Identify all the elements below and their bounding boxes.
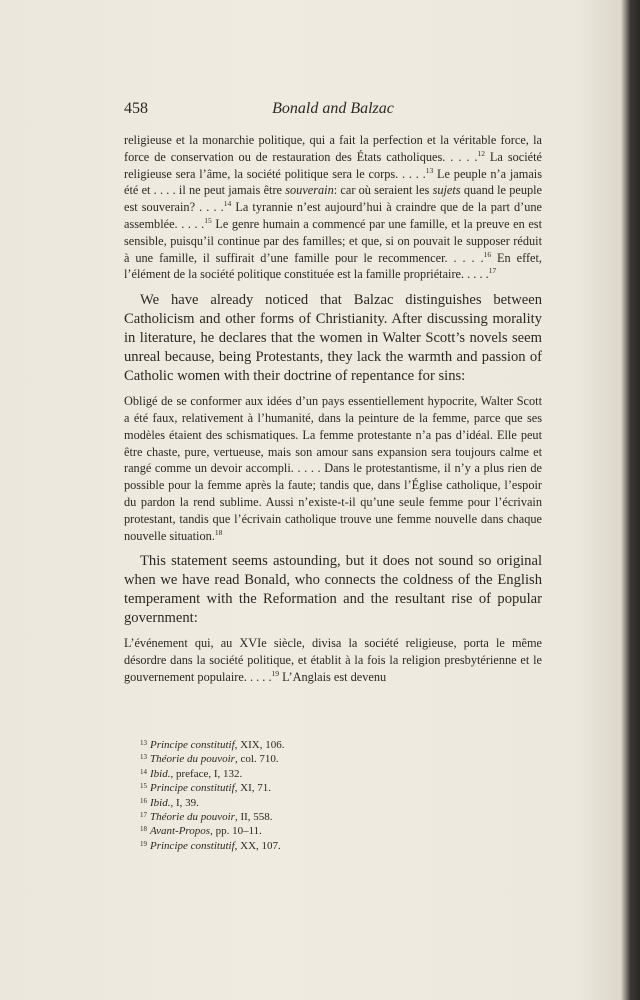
quote-balzac: Obligé de se conformer aux idées d’un pays essentiellement hypocrite, Walter Scott a été faux, relativement à l’humanité, dans la peinture de la femme, parce que ses modèles étaient des schismatiques. La femme protestante n’a pas d’idéal. Elle peut être chaste, pure, vertueuse, mais son amour sans expansion sera toujours calme et rangé comme un devoir accompli. . . . . Dans le protestantisme, il n’y a plus rien de possible pour la femme après la faute; tandis que, dans l’Église catholique, l’espoir du pardon la rend sublime. Aussi n’existe-t-il qu’une seule femme pour l’écrivain protestant, tandis que l’écrivain catholique trouve une femme nouvelle dans chaque nouvelle situation.$^{18}$ [124, 394, 542, 543]
footnote: $^{14}$ Ibid., preface, I, 132. [140, 767, 243, 780]
quote-bonald-2: L’événement qui, au XVIe siècle, divisa la société religieuse, porta le même désordre dans la société politique, et établit à la fois la religion presbytérienne et le gouvernement populaire. . . . .$^{19}$ L’Anglais est devenu [124, 636, 542, 684]
footnote-ref-15: 15 [204, 215, 212, 225]
footnote-ref-12: 12 [477, 148, 485, 158]
footnote: $^{13}$ Principe constitutif, XIX, 106. [140, 739, 285, 751]
footnote: $^{16}$ Ibid., I, 39. [140, 796, 199, 809]
page-body [124, 132, 542, 686]
body-paragraph-1: We have already noticed that Balzac distinguishes between Catholicism and other forms of Christianity. After discussing morality in literature, he declares that the women in Walter Scott’s novels seem unreal because, being Protestants, they lack the warmth and passion of Catholic women with their doctrine of repentance for sins: [124, 292, 542, 385]
footnote-ref-16: 16 [483, 249, 492, 259]
quote-bonald-1: religieuse et la monarchie politique, qui a fait la perfection et la véritable force, la force de conservation ou de restauration des États catholiques. . . . .$^{12}$ La société religieuse sera l’âme, la société politique sera le corps. . . . .$^{13}$ Le peuple n’a jamais été et . . . . il ne peut jamais être souverain: car où seraient les sujets quand le peuple est souverain? . . . .$^{14}$ La tyrannie n’est aujourd’hui à craindre que de la part d’une assemblée. . . . .$^{15}$ Le genre humain a commencé par une famille, et la preuve en est sensible, puisqu’il continue par des familles; et que, si on pouvait le supposer réduit à une famille, il suffirait d’une famille pour le recommencer. . . . .$^{16}$ En effet, l’élément de la société politique constituée est la famille propriétaire. . . . .$^{17}$ [124, 133, 543, 282]
footnote: $^{15}$ Principe constitutif, XI, 71. [140, 782, 271, 795]
footnote-ref-17: 17 [488, 266, 497, 276]
footnote: $^{19}$ Principe constitutif, XX, 107. [140, 839, 281, 852]
running-title: Bonald and Balzac [272, 100, 394, 117]
footnote: $^{17}$ Théorie du pouvoir, II, 558. [140, 811, 273, 824]
body-paragraph-2: This statement seems astounding, but it does not sound so original when we have read Bonald, who connects the coldness of the English temperament with the Reformation and the resultant rise of popular government: [124, 553, 542, 627]
footnote-ref-14: 14 [223, 199, 232, 209]
page-header [124, 100, 542, 122]
footnote-ref-18: 18 [214, 527, 223, 537]
footnote: $^{13}$ Théorie du pouvoir, col. 710. [140, 753, 279, 766]
footnote: $^{18}$ Avant-Propos, pp. 10–11. [140, 825, 262, 838]
footnote-ref-19: 19 [271, 668, 280, 678]
footnote-ref-13: 13 [425, 165, 434, 175]
page-number: 458 [124, 100, 148, 117]
footnotes [140, 738, 520, 853]
